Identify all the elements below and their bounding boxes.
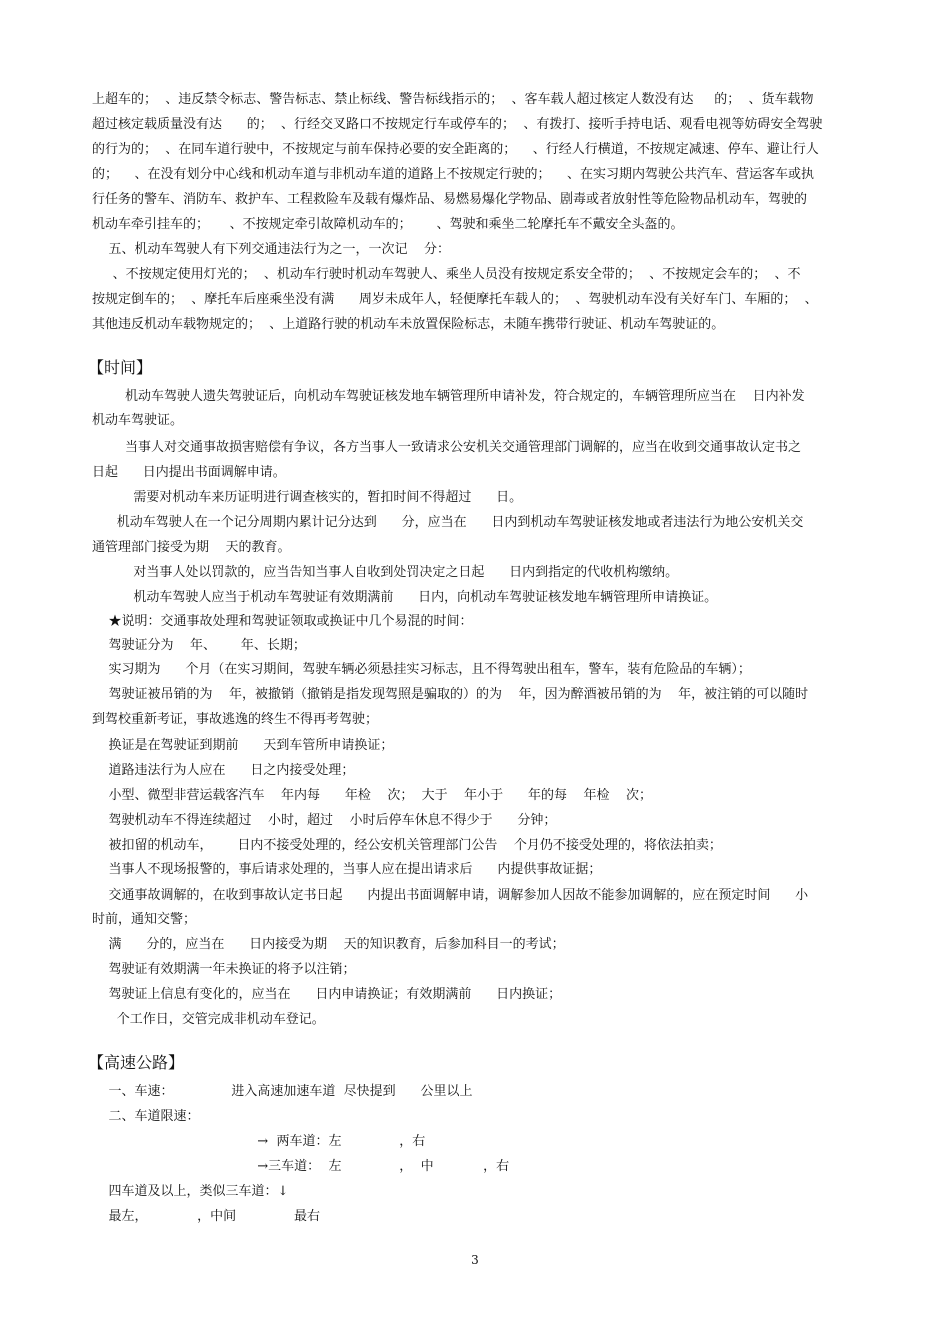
text-line: 时前，通知交警； (92, 912, 197, 927)
text-line: 机动车牵引挂车的； 、不按规定牵引故障机动车的； 、驾驶和乘坐二轮摩托车不戴安全头盔的。 (92, 217, 684, 232)
text-line: 机动车驾驶人在一个记分周期内累计记分达到 分，应当在 日内到机动车驾驶证核发地或者违法行为地公安机关交 (92, 515, 804, 530)
text-line: 按规定倒车的； 、摩托车后座乘坐没有满 周岁未成年人，轻便摩托车载人的； 、驾驶机动车没有关好车门、车厢的； 、 (92, 292, 818, 307)
text-line: 日起 日内提出书面调解申请。 (92, 465, 286, 480)
text-line: 上超车的； 、违反禁令标志、警告标志、禁止标线、警告标线指示的； 、客车载人超过核定人数没有达 的； 、货车载物 (92, 92, 814, 107)
text-line: 到驾校重新考证，事故逃逸的终生不得再考驾驶； (92, 712, 379, 727)
text-line: 其他违反机动车载物规定的； 、上道路行驶的机动车未放置保险标志，未随车携带行驶证、机动车驾驶证的。 (92, 317, 725, 332)
section-heading-highway: 【高速公路】 (88, 1053, 185, 1072)
text-line: 机动车驾驶人应当于机动车驾驶证有效期满前 日内，向机动车驾驶证核发地车辆管理所申请换证。 (92, 590, 718, 605)
text-line: 的行为的； 、在同车道行驶中，不按规定与前车保持必要的安全距离的； 、行经人行横道，不按规定减速、停车、避让行人 (92, 142, 819, 157)
text-line: 的； 、在没有划分中心线和机动车道与非机动车道的道路上不按规定行驶的； 、在实习期内驾驶公共汽车、营运客车或执 (92, 167, 815, 182)
text-line: 被扣留的机动车， 日内不接受处理的，经公安机关管理部门公告 个月仍不接受处理的，将依法拍卖； (92, 838, 722, 853)
text-line: 满 分的，应当在 日内接受为期 天的知识教育，后参加科目一的考试； (92, 937, 565, 952)
text-line: 驾驶证被吊销的为 年，被撤销（撤销是指发现驾照是骗取的）的为 年，因为醉酒被吊销的为 年，被注销的可以随时 (92, 687, 809, 702)
text-line: 交通事故调解的，在收到事故认定书日起 内提出书面调解申请，调解参加人因故不能参加调解的，应在预定时间 小 (92, 888, 809, 903)
text-line: 当事人对交通事故损害赔偿有争议，各方当事人一致请求公安机关交通管理部门调解的，应当在收到交通事故认定书之 (92, 440, 802, 455)
text-line: 一、车速： 进入高速加速车道 尽快提到 公里以上 (92, 1084, 473, 1099)
text-line: 个工作日，交管完成非机动车登记。 (92, 1012, 325, 1027)
text-line: 实习期为 个月（在实习期间，驾驶车辆必须悬挂实习标志，且不得驾驶出租车，警车，装有危险品的车辆）； (92, 662, 751, 677)
text-line: 通管理部门接受为期 天的教育。 (92, 540, 291, 555)
text-line: 最左， ，中间 最右 (92, 1209, 320, 1224)
text-line: →三车道： 左 ， 中 ，右 (92, 1159, 510, 1174)
text-line: 四车道及以上，类似三车道：↓ (92, 1184, 289, 1199)
text-line: 道路违法行为人应在 日之内接受处理； (92, 763, 355, 778)
text-line: → 两车道：左 ，右 (92, 1134, 426, 1149)
text-line: 、不按规定使用灯光的； 、机动车行驶时机动车驾驶人、乘坐人员没有按规定系安全带的； 、不按规定会车的； 、不 (92, 267, 801, 282)
text-line: 换证是在驾驶证到期前 天到车管所申请换证； (92, 738, 394, 753)
text-line: 超过核定载质量没有达 的； 、行经交叉路口不按规定行车或停车的； 、有拨打、接听手持电话、观看电视等妨碍安全驾驶 (92, 117, 823, 132)
text-line: 五、机动车驾驶人有下列交通违法行为之一，一次记 分： (92, 242, 451, 257)
text-line: 驾驶证上信息有变化的，应当在 日内申请换证；有效期满前 日内换证； (92, 987, 562, 1002)
text-line: 小型、微型非营运载客汽车 年内每 年检 次； 大于 年小于 年的每 年检 次； (92, 788, 653, 803)
note-line: ★说明：交通事故处理和驾驶证领取或换证中几个易混的时间： (92, 614, 473, 629)
text-line: 当事人不现场报警的，事后请求处理的，当事人应在提出请求后 内提供事故证据； (92, 862, 602, 877)
text-line: 二、车道限速： (92, 1109, 200, 1124)
text-line: 驾驶机动车不得连续超过 小时，超过 小时后停车休息不得少于 分钟； (92, 813, 557, 828)
text-line: 机动车驾驶人遗失驾驶证后，向机动车驾驶证核发地车辆管理所申请补发，符合规定的，车辆管理所应当在 日内补发 (92, 389, 805, 404)
text-line: 对当事人处以罚款的，应当告知当事人自收到处罚决定之日起 日内到指定的代收机构缴纳。 (92, 565, 679, 580)
text-line: 驾驶证有效期满一年未换证的将予以注销； (92, 962, 356, 977)
text-line: 行任务的警车、消防车、救护车、工程救险车及载有爆炸品、易燃易爆化学物品、剧毒或者放射性等危险物品机动车，驾驶的 (92, 192, 808, 207)
text-line: 机动车驾驶证。 (92, 413, 184, 428)
section-heading-time: 【时间】 (88, 358, 153, 377)
text-line: 需要对机动车来历证明进行调查核实的，暂扣时间不得超过 日。 (92, 490, 523, 505)
text-line: 驾驶证分为 年、 年、长期； (92, 638, 306, 653)
page-number: 3 (471, 1253, 479, 1267)
